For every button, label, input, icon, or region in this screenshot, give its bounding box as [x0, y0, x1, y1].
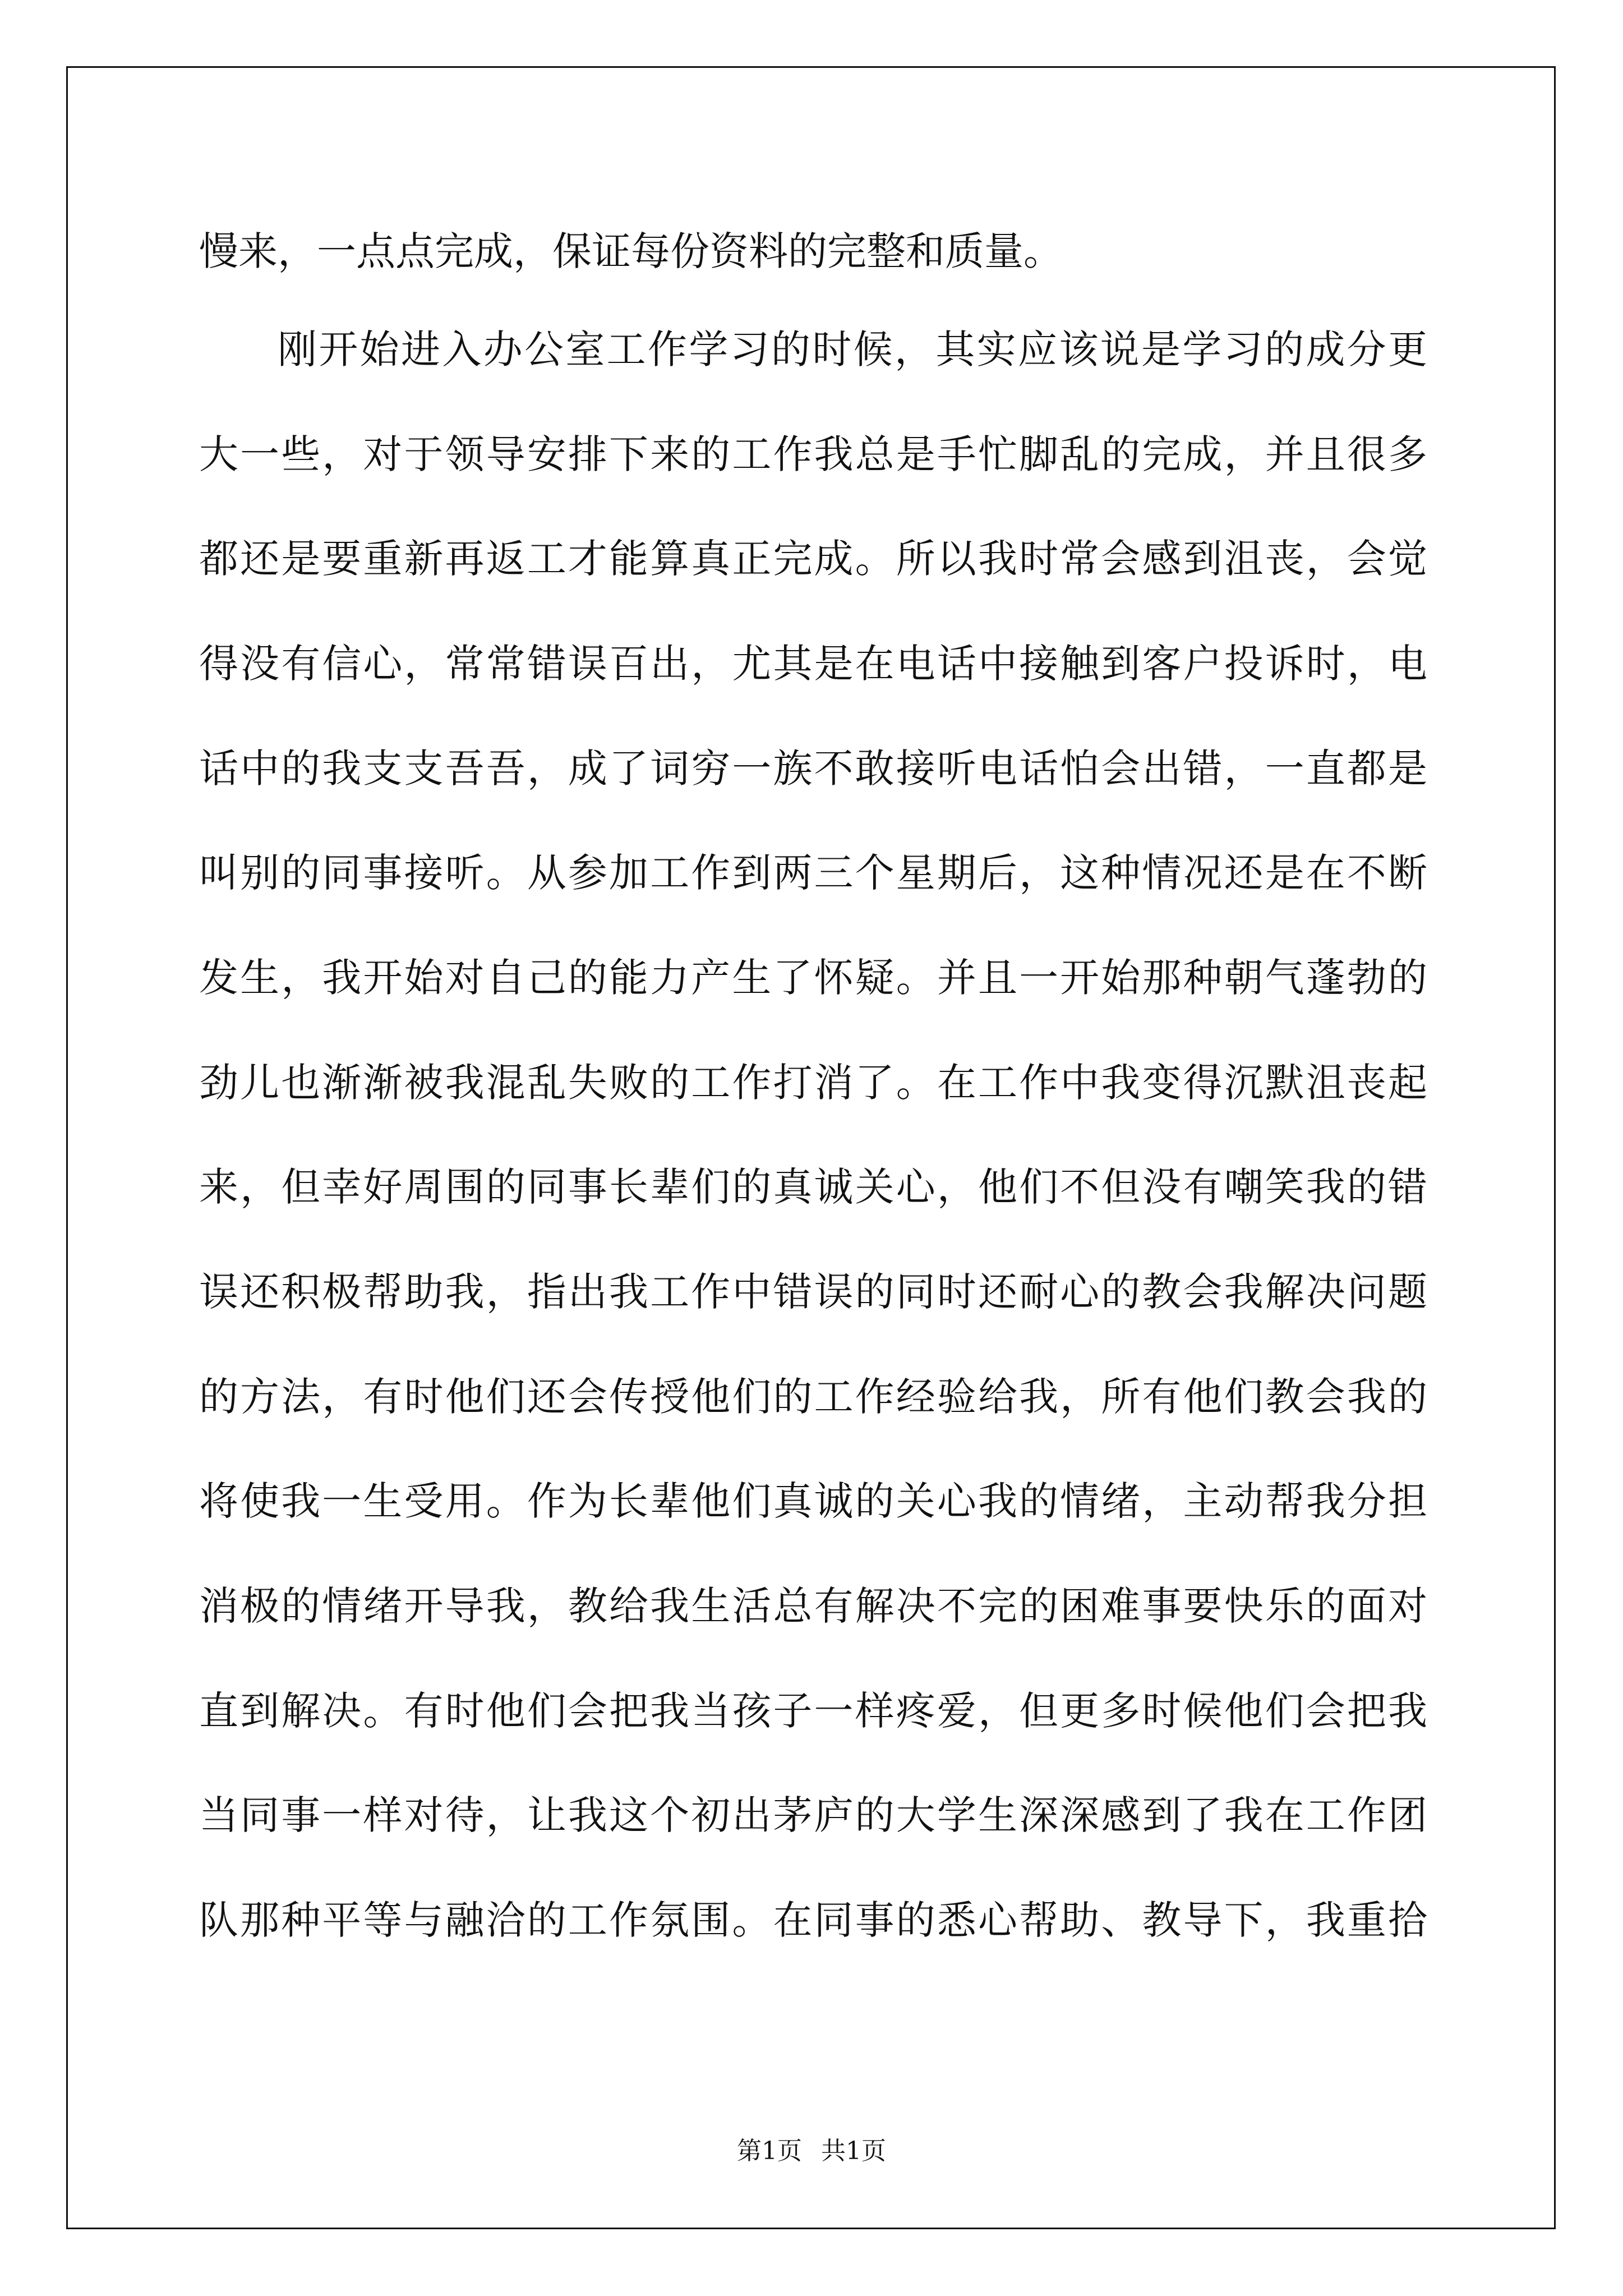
text-line: 队那种平等与融洽的工作氛围。在同事的悉心帮助、教导下，我重拾	[199, 1897, 1427, 1943]
text-line: 的方法，有时他们还会传授他们的工作经验给我，所有他们教会我的	[199, 1374, 1427, 1420]
text-line: 来，但幸好周围的同事长辈们的真诚关心，他们不但没有嘲笑我的错	[199, 1164, 1427, 1210]
text-line: 慢来，一点点完成，保证每份资料的完整和质量。	[199, 228, 1063, 274]
text-line: 误还积极帮助我，指出我工作中错误的同时还耐心的教会我解决问题	[199, 1269, 1427, 1315]
text-line: 发生，我开始对自己的能力产生了怀疑。并且一开始那种朝气蓬勃的	[199, 955, 1427, 1001]
page-number: 第1页	[737, 2137, 802, 2165]
text-line: 叫别的同事接听。从参加工作到两三个星期后，这种情况还是在不断	[199, 850, 1427, 896]
text-line: 得没有信心，常常错误百出，尤其是在电话中接触到客户投诉时，电	[199, 641, 1427, 687]
text-line: 当同事一样对待，让我这个初出茅庐的大学生深深感到了我在工作团	[199, 1792, 1427, 1838]
text-line: 劲儿也渐渐被我混乱失败的工作打消了。在工作中我变得沉默沮丧起	[199, 1060, 1427, 1106]
text-line: 大一些，对于领导安排下来的工作我总是手忙脚乱的完成，并且很多	[199, 431, 1427, 477]
text-line: 直到解决。有时他们会把我当孩子一样疼爱，但更多时候他们会把我	[199, 1688, 1427, 1734]
text-line: 将使我一生受用。作为长辈他们真诚的关心我的情绪，主动帮我分担	[199, 1478, 1427, 1524]
text-line: 消极的情绪开导我，教给我生活总有解决不完的困难事要快乐的面对	[199, 1583, 1427, 1629]
text-line: 话中的我支支吾吾，成了词穷一族不敢接听电话怕会出错，一直都是	[199, 746, 1427, 792]
text-line: 刚开始进入办公室工作学习的时候，其实应该说是学习的成分更	[278, 326, 1427, 372]
page-footer	[0, 2134, 1623, 2168]
page-total: 共1页	[821, 2137, 886, 2165]
text-line: 都还是要重新再返工才能算真正完成。所以我时常会感到沮丧，会觉	[199, 536, 1427, 582]
